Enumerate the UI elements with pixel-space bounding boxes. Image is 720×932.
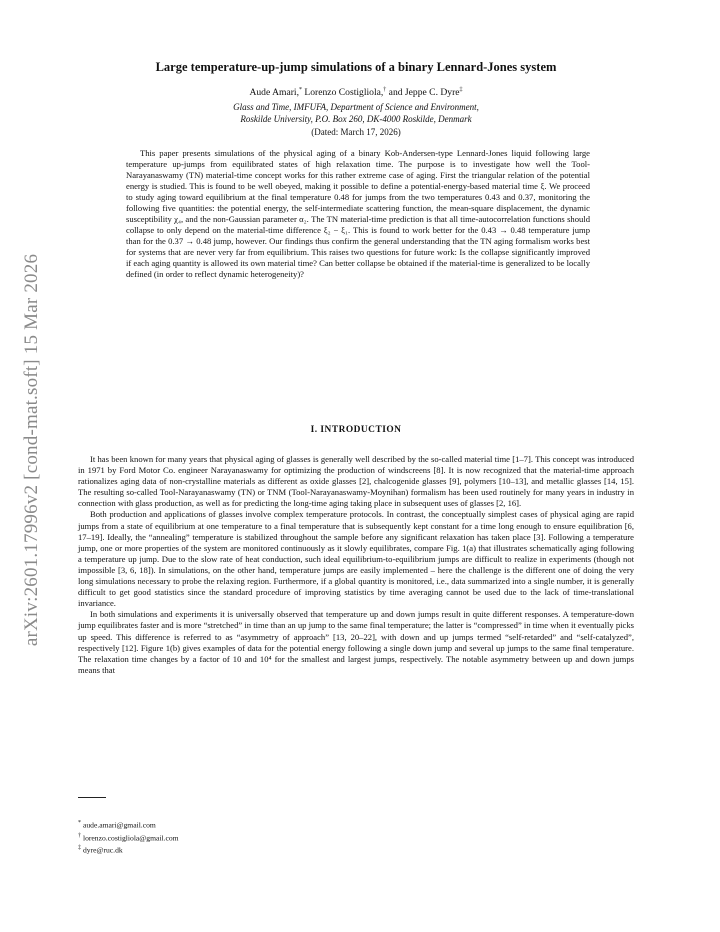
section-heading-introduction: I. INTRODUCTION xyxy=(310,425,402,435)
footnote-text: lorenzo.costigliola@gmail.com xyxy=(83,833,179,843)
arxiv-identifier-stamp xyxy=(8,250,56,650)
footnote-mark: ‡ xyxy=(78,845,81,852)
author-list xyxy=(78,87,634,98)
footnotes xyxy=(78,818,634,856)
date-line: (Dated: March 17, 2026) xyxy=(311,127,401,137)
footnote-mark: * xyxy=(78,820,81,826)
author-costigliola: Lorenzo Costigliola, xyxy=(302,87,384,98)
author-dyre: and Jeppe C. Dyre xyxy=(386,87,460,98)
introduction-body xyxy=(78,454,634,676)
author-mark-1: * xyxy=(299,86,302,93)
footnote-text: aude.amari@gmail.com xyxy=(83,820,156,830)
author-amari: Aude Amari, xyxy=(249,87,299,98)
paper-title: Large temperature-up-jump simulations of a binary Lennard-Jones system xyxy=(155,60,557,74)
paragraph: Both production and applications of glasses involve complex temperature protocols. In contrast, the conceptually simplest cases of physical aging are rapid jumps from a state of equilibrium at one temperature to a final temperature that is subsequently kept constant for a time long enough to ensure equilibration [6, 17–19]. Ideally, the “annealing” temperature is stabilized throughout the sample before any significant relaxation has taken place [3]. Following a temperature jump, one or more properties of the system are monitored continuously as it slowly equilibrates, compare Fig. 1(a) that illustrates schematically aging following a temperature up jump. Due to the slow rate of heat conduction, such ideal equilibrium-to-equilibrium jumps are difficult to realize in experiments (though not impossible [3, 6, 18]). In simulations, on the other hand, temperature jumps are easily implemented – here the challenge is the different one of doing the very long simulations necessary to probe the relaxing region. Furthermore, if a global quantity is monitored, i.e., data summarized into a single number, it is generally difficult to get good statistics since the standard procedure of improving statistics by time averaging cannot be used due to the lack of time-translational invariance. xyxy=(78,509,634,609)
footnote-email-amari xyxy=(78,818,634,831)
footnote-mark: † xyxy=(78,832,81,839)
abstract: This paper presents simulations of the physical aging of a binary Kob-Andersen-type Lennard-Jones liquid following large temperature up-jumps from equilibrated states of high relaxation time. The purpose is to investigate how well the Tool-Narayanaswamy (TN) material-time concept works for this rather extreme case of aging. First the triangular relation of the potential energy is studied. This is found to be well obeyed, making it possible to define a potential-energy-based material time ξ. We proceed to study aging toward equilibrium at the final temperature 0.48 for jumps from the two temperatures 0.43 and 0.37, monitoring the following five quantities: the potential energy, the self-intermediate scattering function, the mean-square displacement, the dynamic susceptibility χ₄, and the non-Gaussian parameter α₂. The TN material-time prediction is that all time-autocorrelation functions should collapse to only depend on the material-time difference ξ₂ − ξ₁. This is found to work better for the 0.43 → 0.48 temperature jump than for the 0.37 → 0.48 jump, however. Our findings thus confirm the general understanding that the TN aging formalism works best for systems that are never very far from equilibrium. This raises two questions for future work: Is the collapse significantly improved if each aging quantity is allowed its own material time? Can better collapse be obtained if the material-time is generalized to be locally defined (in order to reflect dynamic heterogeneity)? xyxy=(126,148,590,279)
footnote-email-dyre xyxy=(78,843,634,856)
arxiv-identifier-text: arXiv:2601.17996v2 [cond-mat.soft] 15 Mar 2026 xyxy=(21,253,42,647)
affiliation-line-2: Roskilde University, P.O. Box 260, DK-4000 Roskilde, Denmark xyxy=(240,114,472,124)
paragraph: It has been known for many years that physical aging of glasses is generally well described by the so-called material time [1–7]. This concept was introduced in 1971 by Ford Motor Co. engineer Narayanaswamy for optimizing the production of windscreens [8]. It is now recognized that the material-time approach rationalizes aging data of non-crystalline materials as different as oxide glasses [2], chalcogenide glasses [9], polymers [10–13], and metallic glasses [14, 15]. The resulting so-called Tool-Narayanaswamy (TN) or TNM (Tool-Narayanaswamy-Moynihan) formalism has been used routinely for many years in industry in connection with glass production, as well as for predicting the long-time aging taking place in subsequent uses of glasses [2, 16]. xyxy=(78,454,634,509)
author-mark-3: ‡ xyxy=(459,86,463,93)
author-mark-2: † xyxy=(383,86,387,93)
affiliation xyxy=(78,101,634,125)
footnote-divider xyxy=(78,797,106,798)
footnote-email-costigliola xyxy=(78,831,634,844)
affiliation-line-1: Glass and Time, IMFUFA, Department of Science and Environment, xyxy=(233,102,479,112)
footnote-text: dyre@ruc.dk xyxy=(83,845,123,855)
paragraph: In both simulations and experiments it is universally observed that temperature up and down jumps result in quite different responses. A temperature-down jump equilibrates faster and is more “stretched” in time than an up jump to the same final temperature; the latter is “compressed” in time when it eventually picks up speed. This difference is referred to as “asymmetry of approach” [13, 20–22], with down and up jumps termed “self-retarded” and “self-catalyzed”, respectively [12]. Figure 1(b) gives examples of data for the potential energy following a single down jump and several up jumps to the same final temperature. The relaxation time changes by a factor of 10 and 10⁴ for the smallest and largest jumps, respectively. The notable asymmetry between up and down jumps means that xyxy=(78,609,634,675)
